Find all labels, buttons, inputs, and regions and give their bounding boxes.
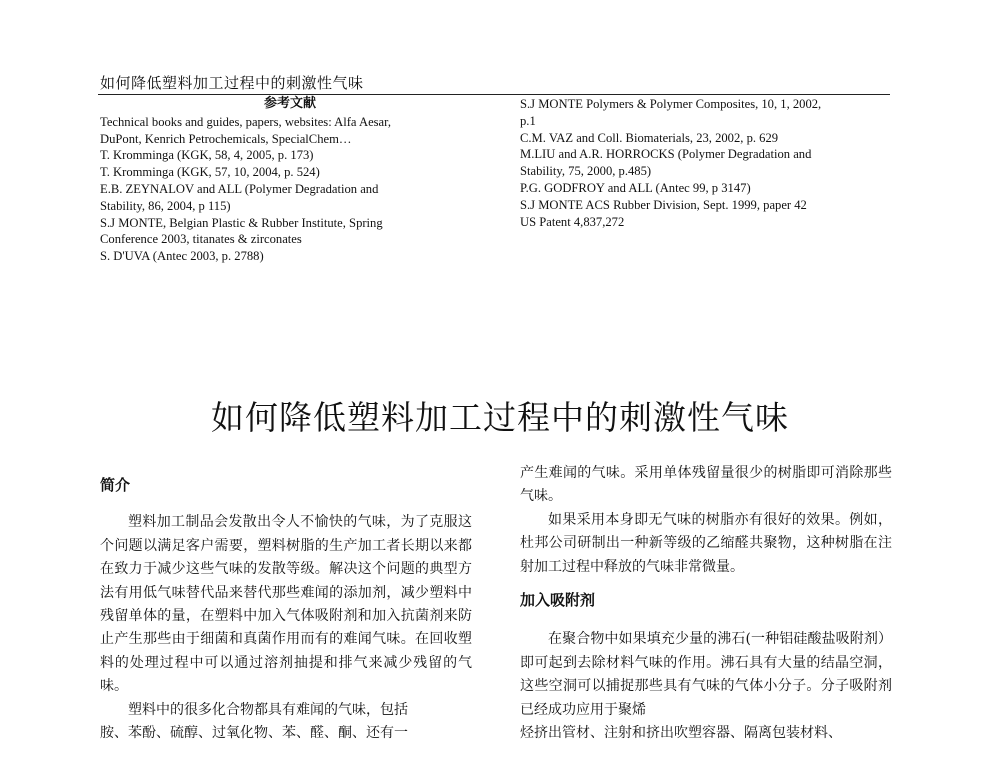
header-rule	[98, 94, 890, 95]
reference-line: US Patent 4,837,272	[520, 214, 625, 229]
adsorbent-paragraph: 在聚合物中如果填充少量的沸石(一种铝硅酸盐吸附剂）即可起到去除材料气味的作用。沸石具有大量的结晶空洞，这些空洞可以捕捉那些具有气味的气体小分子。分子吸附剂已经成功应用于聚烯	[520, 631, 892, 718]
intro-paragraph: 塑料加工制品会发散出令人不愉快的气味，为了克服这个问题以满足客户需要，塑料树脂的生产加工者长期以来都在致力于减少这些气味的发散等级。解决这个问题的典型方法有用低气味替代品来替代那些难闻的添加剂，减少塑料中残留单体的量，在塑料中加入气体吸附剂和加入抗菌剂来防止产生那些由于细菌和真菌作用而有的难闻气味。在回收塑料的处理过程中可以通过溶剂抽提和排气来减少残留的气味。	[100, 514, 472, 695]
spacer	[520, 612, 892, 628]
reference-line: Conference 2003, titanates & zirconates	[100, 232, 302, 247]
section-heading-intro: 简介	[100, 476, 131, 494]
adsorbent-paragraph-cut-line: 烃挤出管材、注射和挤出吹塑容器、隔离包装材料、	[520, 725, 842, 742]
reference-line: Stability, 75, 2000, p.485)	[520, 164, 652, 179]
references-heading: 参考文献	[263, 96, 316, 111]
reference-line: M.LIU and A.R. HORROCKS (Polymer Degradation and	[520, 147, 812, 162]
references-left-column	[100, 96, 480, 265]
reference-line: P.G. GODFROY and ALL (Antec 99, p 3147)	[520, 180, 751, 195]
reference-line: T. Kromminga (KGK, 58, 4, 2005, p. 173)	[100, 148, 314, 163]
intro-paragraph-2-cut-line: 胺、苯酚、硫醇、过氧化物、苯、醛、酮、还有一	[100, 725, 408, 742]
reference-line: Technical books and guides, papers, websites: Alfa Aesar,	[100, 114, 391, 129]
resin-paragraph: 如果采用本身即无气味的树脂亦有很好的效果。例如，杜邦公司研制出一种新等级的乙缩醛共聚物，这种树脂在注射加工过程中释放的气味非常微量。	[520, 511, 892, 575]
spacer	[100, 497, 472, 511]
article-left-column	[100, 474, 472, 745]
references-right-column	[520, 96, 900, 230]
reference-line: S.J MONTE, Belgian Plastic & Rubber Institute, Spring	[100, 215, 383, 230]
reference-line: T. Kromminga (KGK, 57, 10, 2004, p. 524)	[100, 165, 320, 180]
intro-paragraph-2-start: 塑料中的很多化合物都具有难闻的气味，包括	[128, 701, 408, 718]
continued-paragraph: 产生难闻的气味。采用单体残留量很少的树脂即可消除那些气味。	[520, 465, 892, 505]
reference-line: Stability, 86, 2004, p 115)	[100, 198, 231, 213]
article-right-column	[520, 462, 892, 745]
reference-line: DuPont, Kenrich Petrochemicals, SpecialChem…	[100, 131, 352, 146]
running-header: 如何降低塑料加工过程中的刺激性气味	[100, 74, 364, 92]
reference-line: S.J MONTE ACS Rubber Division, Sept. 1999, paper 42	[520, 197, 807, 212]
reference-line: E.B. ZEYNALOV and ALL (Polymer Degradation and	[100, 181, 379, 196]
section-heading-adsorbent: 加入吸附剂	[520, 591, 596, 610]
reference-line: S. D'UVA (Antec 2003, p. 2788)	[100, 249, 264, 264]
spacer	[520, 579, 892, 589]
reference-line: p.1	[520, 113, 536, 128]
reference-line: C.M. VAZ and Coll. Biomaterials, 23, 2002, p. 629	[520, 130, 779, 145]
article-title: 如何降低塑料加工过程中的刺激性气味	[211, 398, 789, 437]
reference-line: S.J MONTE Polymers & Polymer Composites, 10, 1, 2002,	[520, 97, 822, 111]
